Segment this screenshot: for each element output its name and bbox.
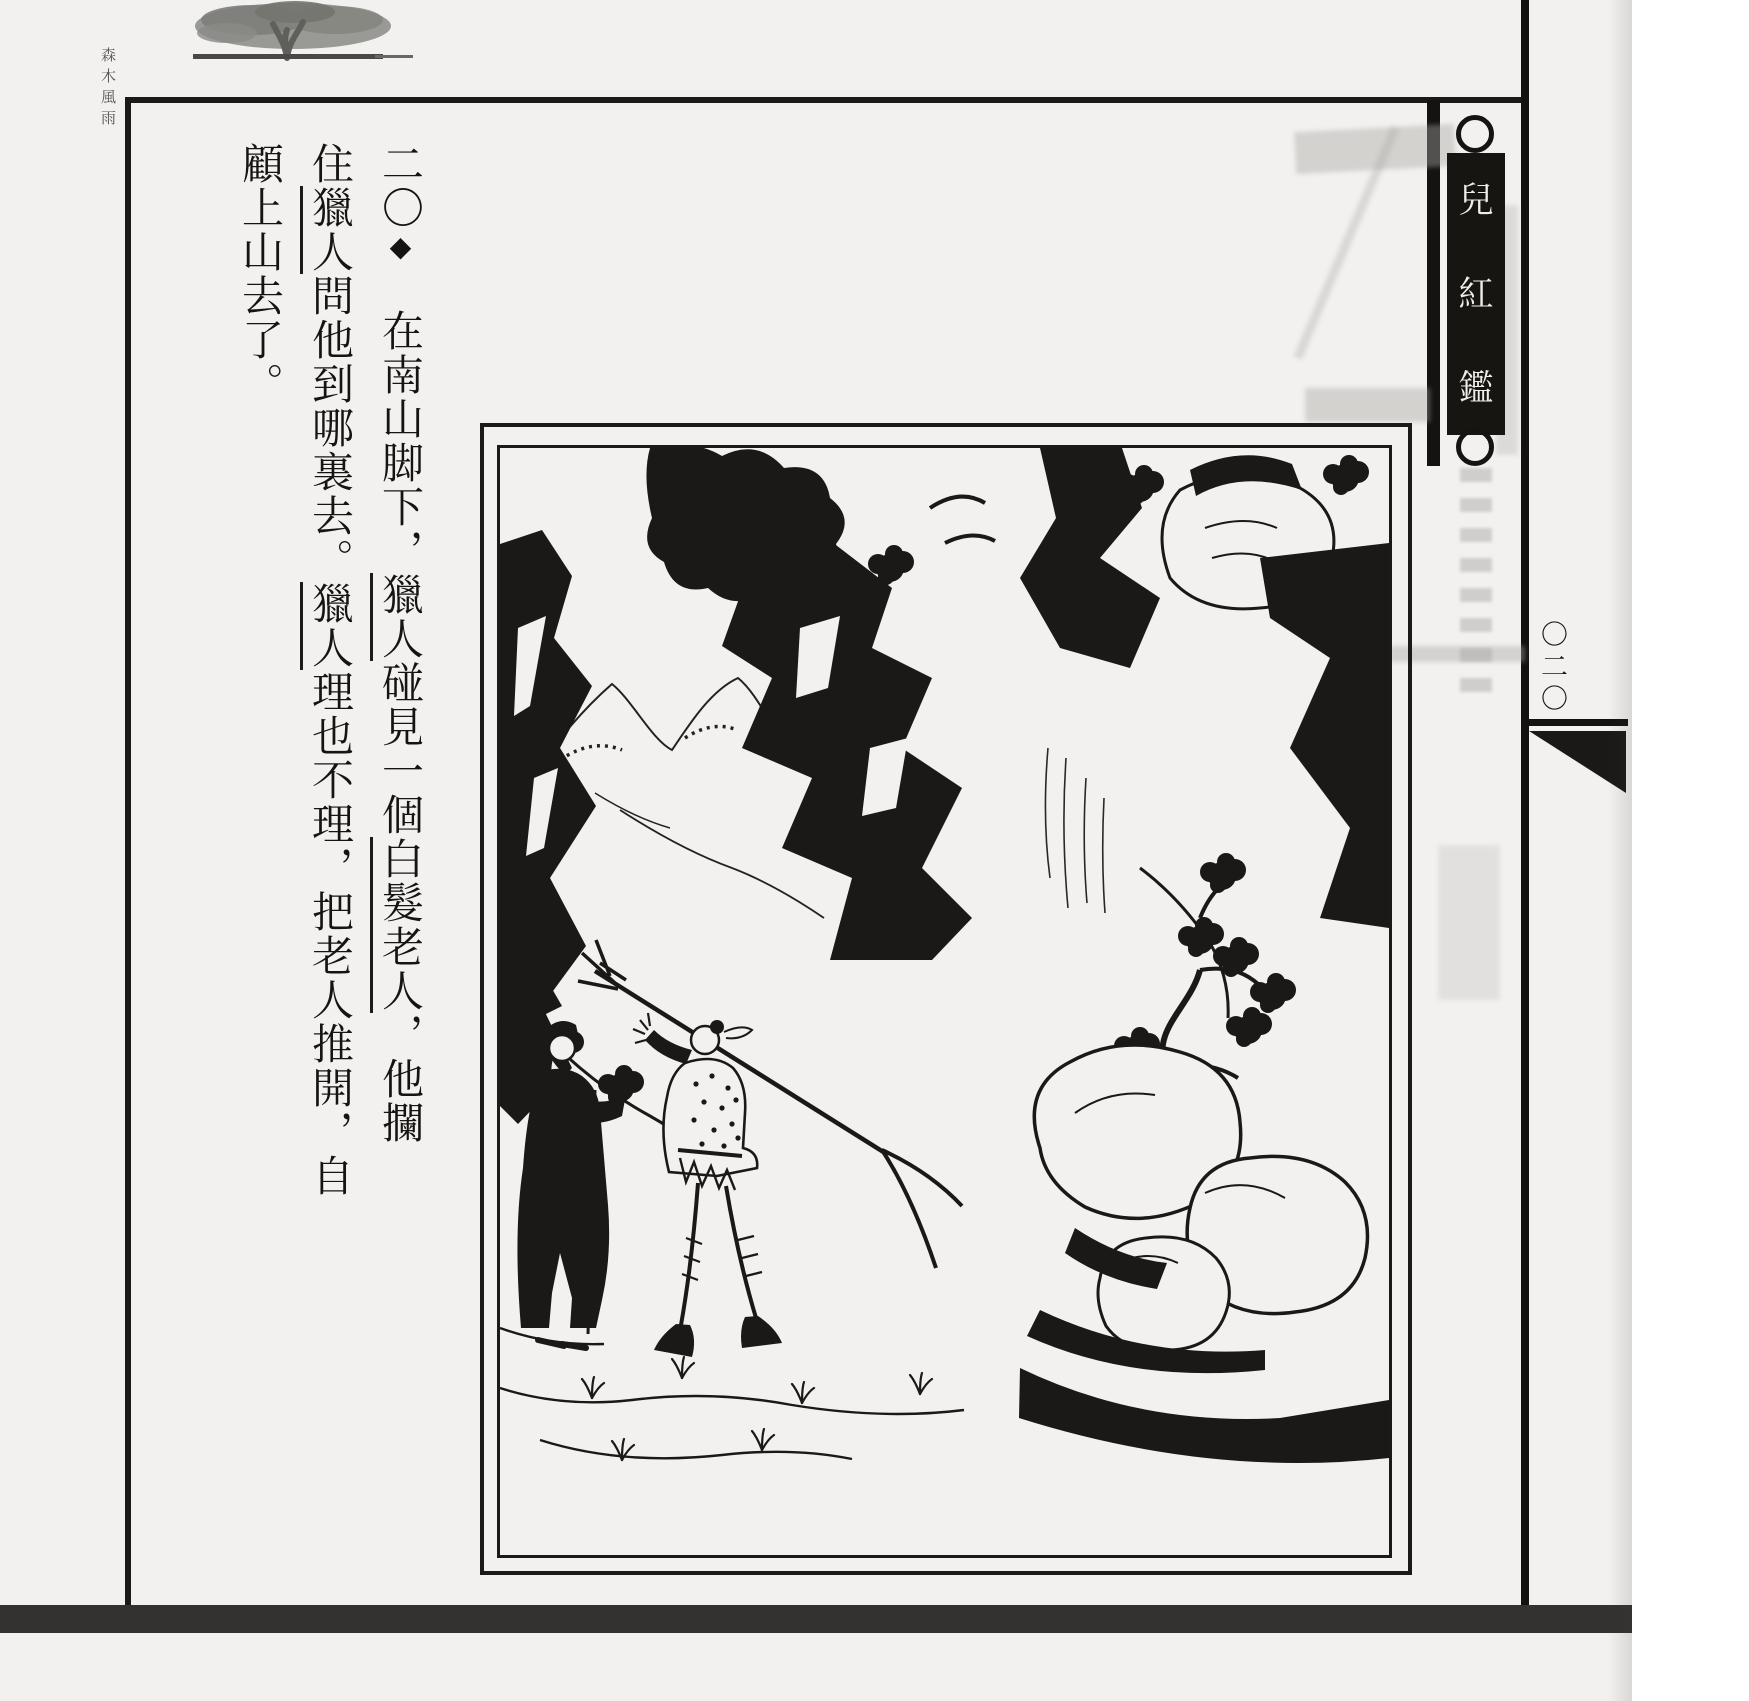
folio-number: 〇二〇 xyxy=(1537,620,1567,716)
story-text xyxy=(186,142,434,1292)
proper-noun-marked: 獵人 xyxy=(300,582,352,670)
publisher-logo-text: 森木風雨 xyxy=(101,48,122,127)
story-column-3: 顧上山去了。 xyxy=(236,142,282,406)
circle-ornament-icon xyxy=(1456,115,1494,153)
series-title-strip xyxy=(1447,153,1505,435)
bleedthrough-artifact xyxy=(1305,388,1430,422)
series-title-char: 紅 xyxy=(1458,274,1494,314)
gutter-line xyxy=(1521,0,1529,1605)
bottom-bar xyxy=(0,1605,1632,1633)
tree-icon xyxy=(175,0,415,66)
circle-ornament-icon xyxy=(1456,428,1494,466)
right-cliff-wall xyxy=(1140,543,1389,1018)
episode-number: 二〇 xyxy=(376,142,422,230)
proper-noun-marked: 獵人 xyxy=(300,186,352,274)
series-title-char: 兒 xyxy=(1458,180,1494,220)
bleedthrough-artifact xyxy=(1460,468,1492,703)
top-rule xyxy=(125,97,1521,103)
mountain-scene-illustration xyxy=(500,448,1389,1555)
story-column-1: 二〇◆ 在南山脚下，獵人碰見一個白髮老人，他攔 xyxy=(364,142,434,1292)
proper-noun-marked: 獵人 xyxy=(370,573,422,661)
paper-edge-shadow xyxy=(1608,0,1632,1701)
series-title-char: 鑑 xyxy=(1458,368,1494,408)
proper-noun-marked: 白髮老人 xyxy=(370,837,422,1013)
boulders xyxy=(1019,1045,1389,1463)
scan-background xyxy=(1632,0,1749,1701)
central-cliff xyxy=(646,448,995,960)
fork-prongs xyxy=(882,1150,962,1268)
diamond-separator: ◆ xyxy=(384,230,415,265)
hunter-figure xyxy=(578,940,962,1357)
waterfall-streaks xyxy=(1045,748,1105,913)
left-rule xyxy=(125,97,131,1605)
story-column-2: 住獵人問他到哪裏去。獵人理也不理，把老人推開，自 xyxy=(294,142,364,1292)
bleedthrough-artifact xyxy=(1438,845,1500,1000)
